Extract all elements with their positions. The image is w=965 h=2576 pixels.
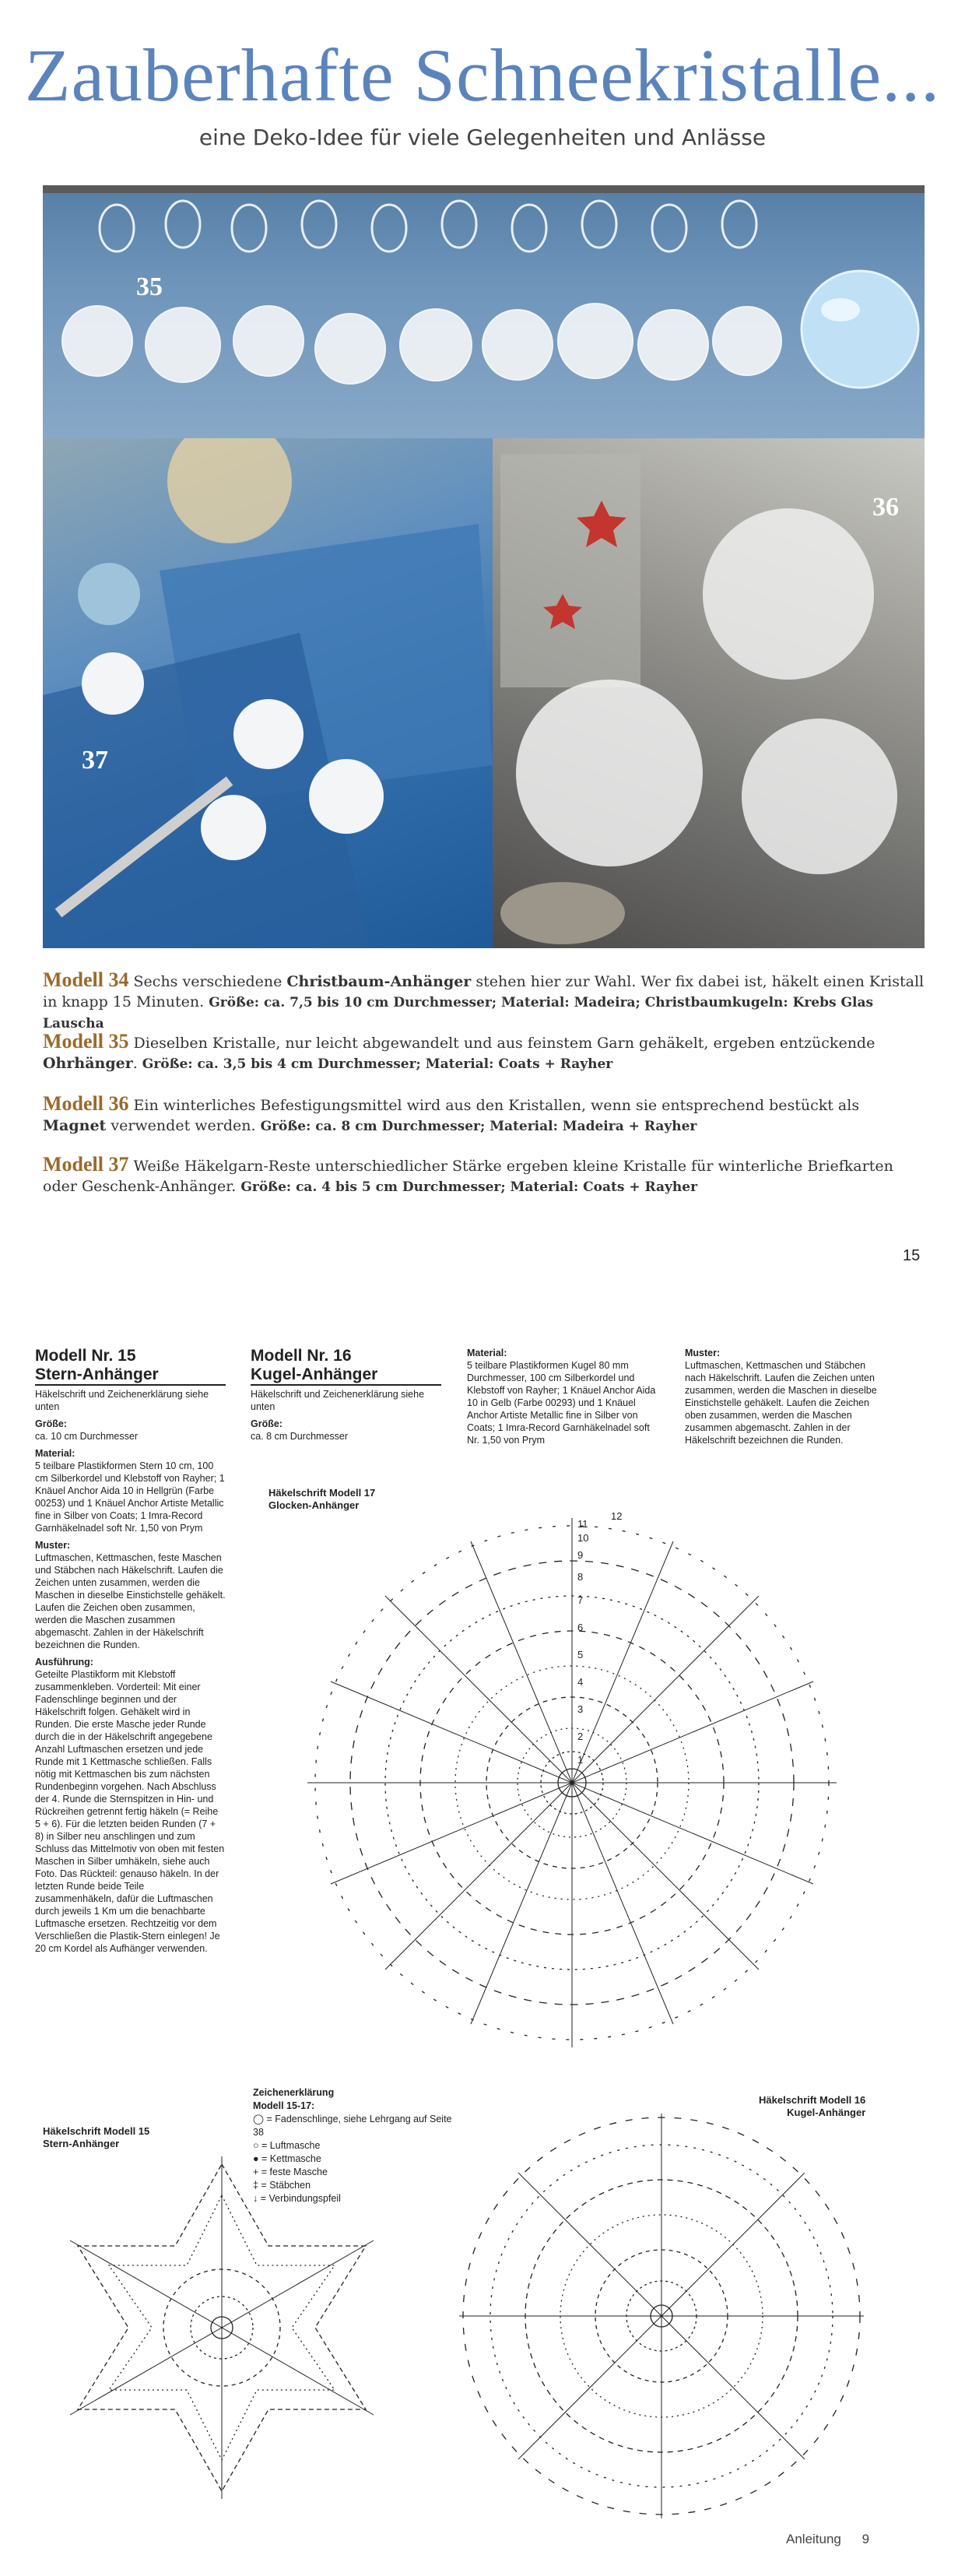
material-value: 5 teilbare Plastikformen Stern 10 cm, 100 cm Silberkordel und Klebstoff von Rayher; 1 Knäuel Anchor Aida 10 in Hellgrün (Farbe 00253) und 1 Knäuel Anchor Artiste Metallic fine in Silber von Coats; 1 Imra-Record Garnhäkelnadel soft Nr. 1,50 von Prym	[35, 1460, 225, 1534]
legend-text: = Kettmasche	[261, 2153, 321, 2164]
snowflake-ornaments-illustration	[43, 185, 925, 438]
snowflake-cards-illustration	[43, 438, 493, 948]
caption-spec: Größe: ca. 8 cm Durchmesser; Material: Madeira + Rayher	[260, 1119, 697, 1134]
page-title: Zauberhafte Schneekristalle...	[24, 33, 941, 117]
round-number: 5	[577, 1649, 584, 1661]
legend-text: = Fadenschlinge, siehe Lehrgang auf Seite 38	[253, 2114, 452, 2138]
execution-label: Ausführung:	[35, 1657, 93, 1668]
round-number: 1	[577, 1754, 584, 1766]
material-value: 5 teilbare Plastikformen Kugel 80 mm Durchmesser, 100 cm Silberkordel und Klebstoff von Rayher; 1 Knäuel Anchor Aida 10 in Gelb (Farbe 00293) und 1 Knäuel Anchor Artiste Metallic fine in Silber von Coats; 1 Imra-Record Garnhäkelnadel soft Nr. 1,50 von Prym	[467, 1360, 656, 1446]
caption-text: stehen hier zur Wahl. Wer fix dabei ist, häkelt einen Kristall in knapp 15 Minuten.	[43, 973, 925, 1010]
caption-text: Weiße Häkelgarn-Reste unterschiedlicher Stärke ergeben kleine Kristalle für winterliche Briefkarten oder Geschenk-Anhänger.	[43, 1158, 893, 1195]
legend-text: = Stäbchen	[261, 2180, 311, 2191]
size-value: ca. 8 cm Durchmesser	[251, 1431, 349, 1442]
model-title: Stern-Anhänger	[35, 1365, 159, 1383]
crochet-diagram-17	[265, 1502, 879, 2079]
round-number: 11	[577, 1518, 588, 1530]
crochet-chart-ball	[444, 2110, 879, 2522]
legend-item	[253, 2113, 455, 2139]
caption-spec: Größe: ca. 3,5 bis 4 cm Durchmesser; Material: Coats + Rayher	[142, 1056, 613, 1072]
connection-arrow-icon: ↓	[253, 2193, 261, 2204]
legend-text: = Verbindungspfeil	[260, 2193, 341, 2204]
legend-subtitle: Modell 15-17:	[253, 2100, 315, 2111]
size-label: Größe:	[35, 1418, 67, 1429]
model-number: Modell Nr. 15	[35, 1347, 136, 1365]
single-crochet-icon: +	[253, 2167, 261, 2177]
round-number: 3	[577, 1703, 584, 1715]
execution-value: Geteilte Plastikform mit Klebstoff zusammenkleben. Vorderteil: Mit einer Fadenschlinge beginnen und der Häkelschrift folgen. Gehäkelt wird in Runden. Die erste Masche jeder Runde durch die in der Häkelschrift angegebene Anzahl Luftmaschen ersetzen und jede Runde mit 1 Kettmasche schließen. Falls nötig mit Kettmaschen bis zum nächsten Rundenbeginn vorgehen. Nach Abschluss der 4. Runde die Sternspitzen in Hin- und Rückreihen getrennt fertig häkeln (= Reihe 5 + 6). Für die letzten beiden Runden (7 + 8) in Silber neu anschlingen und zum Schluss das Mittelmotiv von oben mit festen Maschen in Silber umhäkeln, siehe auch Foto. Das Rückteil: genauso häkeln. In der letzten Runde beide Teile zusammenhäkeln, dafür die Luftmaschen durch jeweils 1 Km um die benachbarte Luftmasche ersetzen. Rechtzeitig vor dem Verschließen die Plastik-Stern einlegen! Je 20 cm Kordel als Aufhänger verwenden.	[35, 1669, 225, 1954]
instructions-column-3	[467, 1347, 661, 1451]
pattern-value: Luftmaschen, Kettmaschen, feste Maschen und Stäbchen nach Häkelschrift. Laufen die Zeichen unten zusammen, werden die Maschen in dieselbe Einstichstelle gehäkelt. Laufen die Zeichen oben zusammen, werden die Maschen zusammen abgemascht. Zahlen in der Häkelschrift bezeichnen die Runden.	[35, 1552, 226, 1650]
crochet-diagram-15	[35, 2149, 409, 2507]
caption-model-label: Modell 36	[43, 1092, 129, 1115]
diagram-15-label	[43, 2125, 149, 2150]
caption-model-label: Modell 37	[43, 1153, 129, 1176]
photo-number-36: 36	[872, 493, 899, 522]
instructions-column-4	[685, 1347, 879, 1451]
instructions-column-1	[35, 1347, 226, 1959]
caption-modell-34	[43, 970, 925, 1034]
size-label: Größe:	[251, 1418, 282, 1429]
slip-stitch-icon: ●	[253, 2153, 262, 2164]
model-number: Modell Nr. 16	[251, 1347, 352, 1365]
diagram-label-line: Häkelschrift Modell 15	[43, 2125, 150, 2137]
size-value: ca. 10 cm Durchmesser	[35, 1431, 138, 1442]
round-number: 12	[611, 1510, 623, 1522]
footer-label: Anleitung	[786, 2532, 841, 2546]
pattern-label: Muster:	[35, 1540, 71, 1551]
photo-number-37: 37	[82, 746, 108, 775]
material-label: Material:	[35, 1448, 75, 1459]
caption-text: Ein winterliches Befestigungsmittel wird aus den Kristallen, wenn sie entsprechend bestückt als	[128, 1097, 860, 1114]
magic-ring-icon: ◯	[253, 2114, 267, 2124]
caption-spec: Größe: ca. 7,5 bis 10 cm Durchmesser; Material: Madeira; Christbaumkugeln: Krebs Glas Lauscha	[43, 995, 874, 1031]
diagram-label-line: Glocken-Anhänger	[268, 1499, 360, 1511]
caption-bold: Magnet	[43, 1117, 107, 1134]
photo-cards	[43, 438, 493, 948]
pattern-value: Luftmaschen, Kettmaschen und Stäbchen nach Häkelschrift. Laufen die Zeichen unten zusammen, werden die Maschen in dieselbe Einstichstelle gehäkelt. Laufen die Zeichen oben zusammen, werden die Maschen zusammen abgemascht. Zahlen in der Häkelschrift bezeichnen die Runden.	[685, 1360, 877, 1446]
snowflake-magnets-illustration	[493, 438, 925, 948]
caption-text: Sechs verschiedene	[128, 973, 287, 990]
note: Häkelschrift und Zeichenerklärung siehe unten	[251, 1389, 425, 1412]
model-title: Kugel-Anhänger	[251, 1365, 378, 1383]
crochet-diagram-16	[444, 2110, 879, 2522]
round-number: 8	[577, 1571, 584, 1583]
caption-modell-37	[43, 1154, 925, 1197]
double-crochet-icon: ‡	[253, 2180, 261, 2191]
round-number: 10	[577, 1532, 589, 1544]
crochet-chart-star	[35, 2149, 409, 2507]
caption-model-label: Modell 34	[43, 968, 129, 991]
diagram-label-line: Kugel-Anhänger	[787, 2107, 866, 2118]
round-number: 2	[577, 1731, 584, 1742]
caption-modell-35	[43, 1031, 925, 1074]
diagram-label-line: Häkelschrift Modell 17	[268, 1487, 376, 1499]
caption-model-label: Modell 35	[43, 1030, 129, 1053]
caption-text: Dieselben Kristalle, nur leicht abgewandelt und aus feinstem Garn gehäkelt, ergeben entzückende	[128, 1035, 876, 1052]
caption-text: .	[132, 1055, 142, 1072]
legend-text: = Luftmasche	[261, 2140, 321, 2151]
round-number: 4	[577, 1676, 584, 1688]
footer	[786, 2532, 869, 2547]
page-subtitle: eine Deko-Idee für viele Gelegenheiten und Anlässe	[198, 125, 767, 150]
legend-text: = feste Masche	[261, 2167, 328, 2177]
material-label: Material:	[467, 1348, 507, 1358]
caption-spec: Größe: ca. 4 bis 5 cm Durchmesser; Material: Coats + Rayher	[240, 1179, 698, 1195]
caption-modell-36	[43, 1094, 925, 1137]
legend-title: Zeichenerklärung	[253, 2087, 335, 2098]
pattern-label: Muster:	[685, 1348, 721, 1358]
caption-bold: Christbaum-Anhänger	[286, 973, 472, 990]
crochet-chart-bell	[265, 1502, 879, 2079]
diagram-label-line: Häkelschrift Modell 16	[759, 2094, 866, 2106]
round-number: 6	[577, 1622, 584, 1633]
diagram-label-line: Stern-Anhänger	[43, 2138, 120, 2149]
instructions-column-2	[251, 1347, 441, 1447]
round-number: 9	[577, 1549, 584, 1561]
caption-text: verwendet werden.	[106, 1117, 261, 1134]
photo-ornament-row	[43, 185, 925, 438]
page-number: 9	[861, 2532, 870, 2546]
caption-bold: Ohrhänger	[43, 1055, 133, 1072]
page-number-top: 15	[903, 1247, 921, 1264]
chain-stitch-icon: ○	[253, 2140, 262, 2151]
round-number: 7	[577, 1594, 584, 1606]
note: Häkelschrift und Zeichenerklärung siehe unten	[35, 1389, 209, 1412]
photo-number-35: 35	[136, 272, 163, 301]
photo-magnets	[493, 438, 925, 948]
